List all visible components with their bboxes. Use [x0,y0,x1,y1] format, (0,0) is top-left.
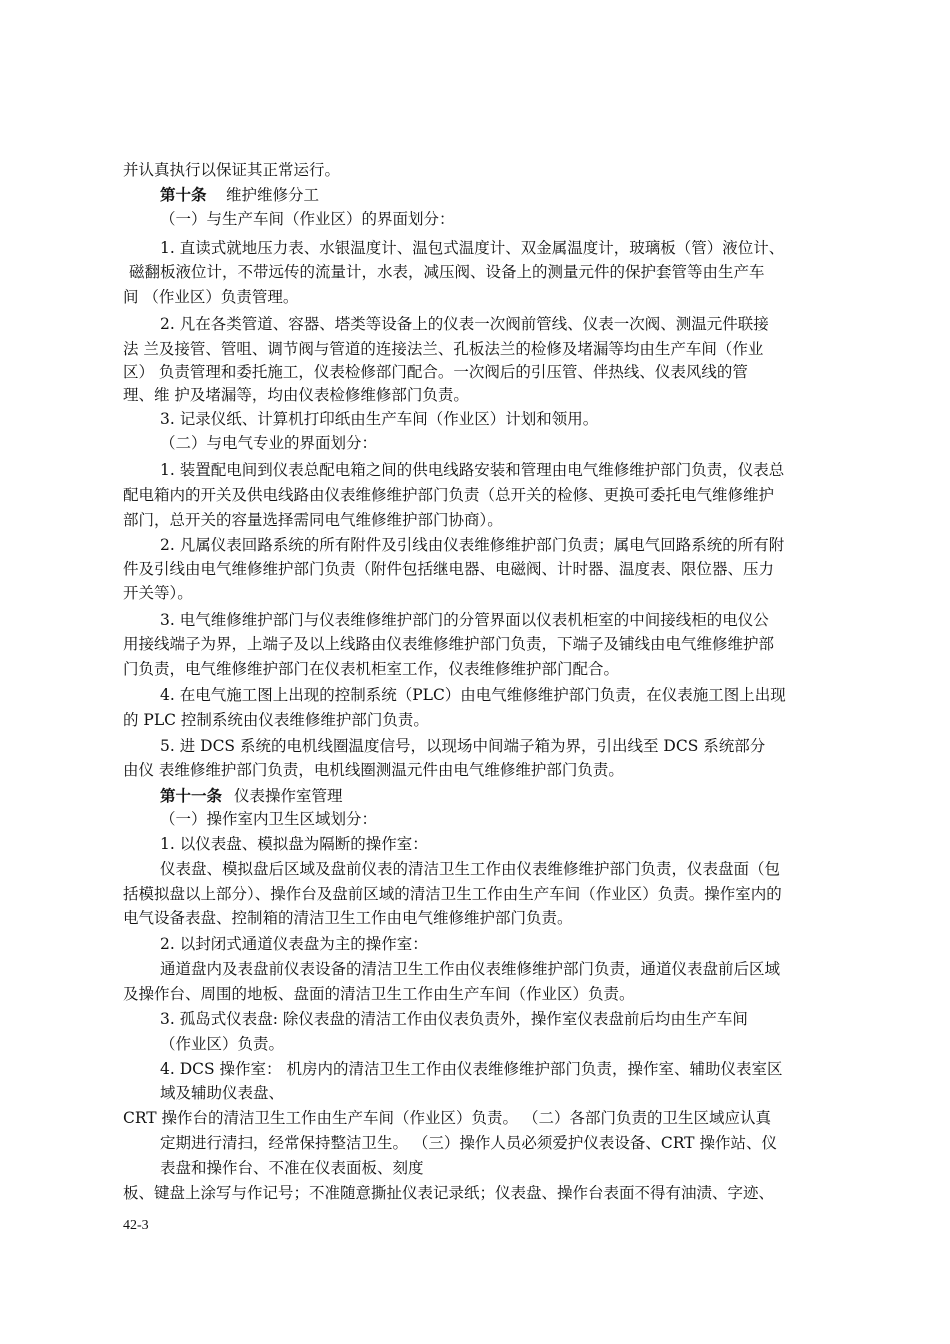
text-line: 2. 以封闭式通道仪表盘为主的操作室： [160,935,428,953]
text-line: （作业区）负责。 [160,1035,285,1053]
text-line: CRT 操作台的清洁卫生工作由生产车间（作业区）负责。 （二）各部门负责的卫生区域应认真 [123,1109,771,1127]
text-line: 并认真执行以保证其正常运行。 [123,161,341,179]
text-line: 4. 在电气施工图上出现的控制系统（PLC）由电气维修维护部门负责，在仪表施工图上出现 [160,686,786,704]
article-heading: 第十一条 [160,786,223,805]
section-heading: （一）操作室内卫生区域划分： [160,810,378,828]
text-line: 域及辅助仪表盘、 [160,1084,285,1102]
text-line: 配电箱内的开关及供电线路由仪表维修维护部门负责（总开关的检修、更换可委托电气维修维护 [123,486,775,504]
article-title: 维护维修分工 [226,186,320,204]
text-line: 间 （作业区）负责管理。 [123,288,299,306]
text-line: 3. 电气维修维护部门与仪表维修维护部门的分管界面以仪表机柜室的中间接线柜的电仪公 [160,611,769,629]
text-line: 通道盘内及表盘前仪表设备的清洁卫生工作由仪表维修维护部门负责，通道仪表盘前后区域 [160,960,781,978]
text-line: 1. 以仪表盘、模拟盘为隔断的操作室： [160,835,428,853]
article-title: 仪表操作室管理 [234,787,343,805]
text-line: 2. 凡属仪表回路系统的所有附件及引线由仪表维修维护部门负责；属电气回路系统的所有附 [160,536,785,554]
text-line: 3. 孤岛式仪表盘: 除仪表盘的清洁工作由仪表负责外，操作室仪表盘前后均由生产车间 [160,1010,748,1028]
text-line: 表盘和操作台、不准在仪表面板、刻度 [160,1159,424,1177]
text-line: 4. DCS 操作室： 机房内的清洁卫生工作由仪表维修维护部门负责，操作室、辅助仪表室区 [160,1060,783,1078]
text-line: 由仪 表维修维护部门负责，电机线圈测温元件由电气维修维护部门负责。 [123,761,624,779]
article-heading: 第十条 [160,185,207,204]
section-heading: （二）与电气专业的界面划分： [160,434,378,452]
text-line: 电气设备表盘、控制箱的清洁卫生工作由电气维修维护部门负责。 [123,909,573,927]
text-line: 括模拟盘以上部分）、操作台及盘前区域的清洁卫生工作由生产车间（作业区）负责。操作室内的 [123,885,782,903]
text-line: 开关等）。 [123,584,193,602]
text-line: 法 兰及接管、管咀、调节阀与管道的连接法兰、孔板法兰的检修及堵漏等均由生产车间（作业 [123,340,764,358]
text-line: 的 PLC 控制系统由仪表维修维护部门负责。 [123,711,429,729]
text-line: 磁翻板液位计，不带远传的流量计，水表，减压阀、设备上的测量元件的保护套管等由生产车 [129,263,765,281]
text-line: 板、键盘上涂写与作记号；不准随意撕扯仪表记录纸；仪表盘、操作台表面不得有油渍、字迹、 [123,1184,775,1202]
section-heading: （一）与生产车间（作业区）的界面划分： [160,210,455,228]
text-line: 用接线端子为界，上端子及以上线路由仪表维修维护部门负责，下端子及铺线由电气维修维护部 [123,635,775,653]
text-line: 1. 装置配电间到仪表总配电箱之间的供电线路安装和管理由电气维修维护部门负责，仪表总 [160,461,785,479]
text-line: 及操作台、周围的地板、盘面的清洁卫生工作由生产车间（作业区）负责。 [123,985,635,1003]
text-line: 2. 凡在各类管道、容器、塔类等设备上的仪表一次阀前管线、仪表一次阀、测温元件联接 [160,315,769,333]
text-line: 区） 负责管理和委托施工，仪表检修部门配合。一次阀后的引压管、伴热线、仪表风线的管 [123,363,748,381]
text-line: 定期进行清扫，经常保持整洁卫生。 （三）操作人员必须爱护仪表设备、CRT 操作站、仪 [160,1134,777,1152]
text-line: 5. 进 DCS 系统的电机线圈温度信号，以现场中间端子箱为界，引出线至 DCS 系统部分 [160,737,766,755]
text-line: 门负责，电气维修维护部门在仪表机柜室工作，仪表维修维护部门配合。 [123,660,620,678]
text-line: 件及引线由电气维修维护部门负责（附件包括继电器、电磁阀、计时器、温度表、限位器、压力 [123,560,775,578]
text-line: 1. 直读式就地压力表、水银温度计、温包式温度计、双金属温度计，玻璃板（管）液位计、 [160,239,785,257]
text-line: 3. 记录仪纸、计算机打印纸由生产车间（作业区）计划和领用。 [160,410,599,428]
text-line: 部门，总开关的容量选择需同电气维修维护部门协商）。 [123,511,503,529]
text-line: 理、维 护及堵漏等，均由仪表检修维修部门负责。 [123,386,469,404]
page-number: 42-3 [123,1218,149,1233]
text-line: 仪表盘、模拟盘后区域及盘前仪表的清洁卫生工作由仪表维修维护部门负责，仪表盘面（包 [160,860,781,878]
